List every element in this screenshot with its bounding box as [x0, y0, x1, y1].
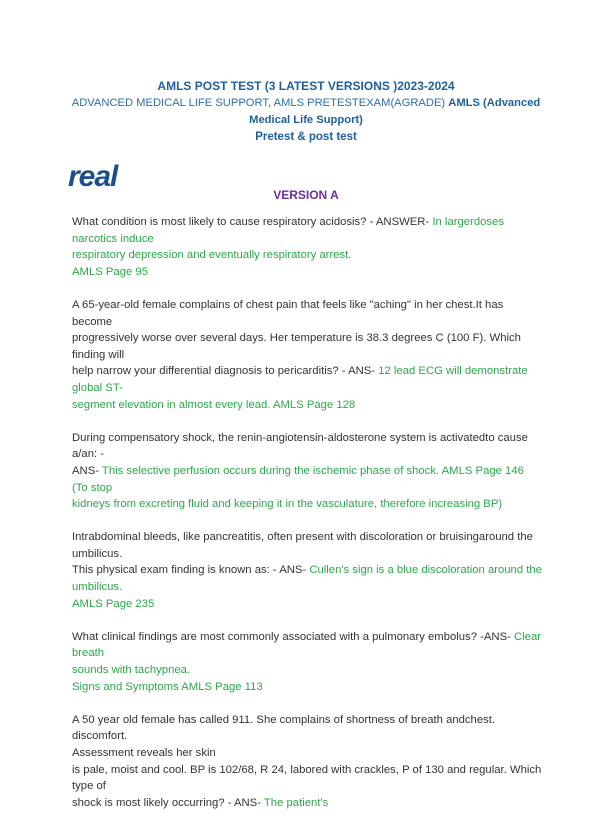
question-text: What condition is most likely to cause respiratory acidosis? - ANSWER-: [72, 216, 433, 228]
document-header: [60, 78, 552, 146]
question-text: During compensatory shock, the renin-angiotensin-aldosterone system is activatedto cause a/an: -: [72, 431, 528, 461]
question-text: This physical exam finding is known as: - ANS-: [72, 564, 307, 577]
answer-text: Cullen's sign is a blue discoloration around the umbilicus.: [72, 564, 542, 594]
answer-text: segment elevation in almost every lead. AMLS Page 128: [72, 398, 356, 411]
answer-text: Clear breath: [72, 630, 542, 660]
answer-reference: Signs and Symptoms AMLS Page 113: [72, 680, 263, 693]
question-text: A 50 year old female has called 911. She complains of shortness of breath andchest. discomfort.: [72, 713, 496, 743]
answer-text: kidneys from excreting fluid and keeping it in the vasculature, therefore increasing BP): [72, 498, 503, 511]
question-text: shock is most likely occurring? - ANS-: [72, 796, 261, 809]
question-text: progressively worse over several days. Her temperature is 38.3 degrees C (100 F). Which finding will: [72, 332, 521, 361]
answer-text: 12 lead ECG will demonstrate global ST-: [72, 365, 528, 394]
answer-text: In largerdoses narcotics induce: [72, 216, 504, 245]
document-subtitle: ADVANCED MEDICAL LIFE SUPPORT, AMLS PRETESTEXAM(AGRADE) AMLS (Advanced Medical Life Support): [71, 97, 541, 126]
version-heading: VERSION A: [273, 188, 339, 202]
qa-item: [72, 214, 542, 280]
question-text: Intrabdominal bleeds, like pancreatitis, often present with discoloration or bruisingaround the umbilicus.: [72, 531, 533, 560]
answer-text: sounds with tachypnea.: [72, 664, 191, 677]
question-text: help narrow your differential diagnosis to pericarditis? - ANS-: [72, 365, 376, 378]
qa-item: [72, 629, 542, 695]
qa-item: [72, 430, 542, 513]
qa-list: [72, 214, 542, 828]
qa-item: [72, 712, 542, 812]
answer-text: This selective perfusion occurs during the ischemic phase of shock. AMLS Page 146 (To stop: [72, 464, 524, 494]
question-text: is pale, moist and cool. BP is 102/68, R 24, labored with crackles, P of 130 and regular. Which type of: [72, 763, 542, 793]
question-text: ANS-: [72, 464, 99, 477]
question-text: Assessment reveals her skin: [72, 747, 216, 759]
answer-text: respiratory depression and eventually respiratory arrest.: [72, 249, 352, 262]
question-text: A 65-year-old female complains of chest pain that feels like "aching" in her chest.It has become: [72, 298, 504, 328]
qa-item: [72, 529, 542, 612]
svg-text:real: real: [68, 160, 118, 192]
answer-reference: AMLS Page 95: [72, 265, 148, 278]
question-text: What clinical findings are most commonly associated with a pulmonary embolus? -ANS-: [72, 630, 511, 643]
qa-item: [72, 297, 542, 413]
document-title: AMLS POST TEST (3 LATEST VERSIONS )2023-2024: [157, 79, 455, 93]
document-subtitle-line2: Pretest & post test: [255, 131, 357, 143]
answer-reference: AMLS Page 235: [72, 597, 155, 610]
answer-text: The patient's: [260, 796, 329, 809]
